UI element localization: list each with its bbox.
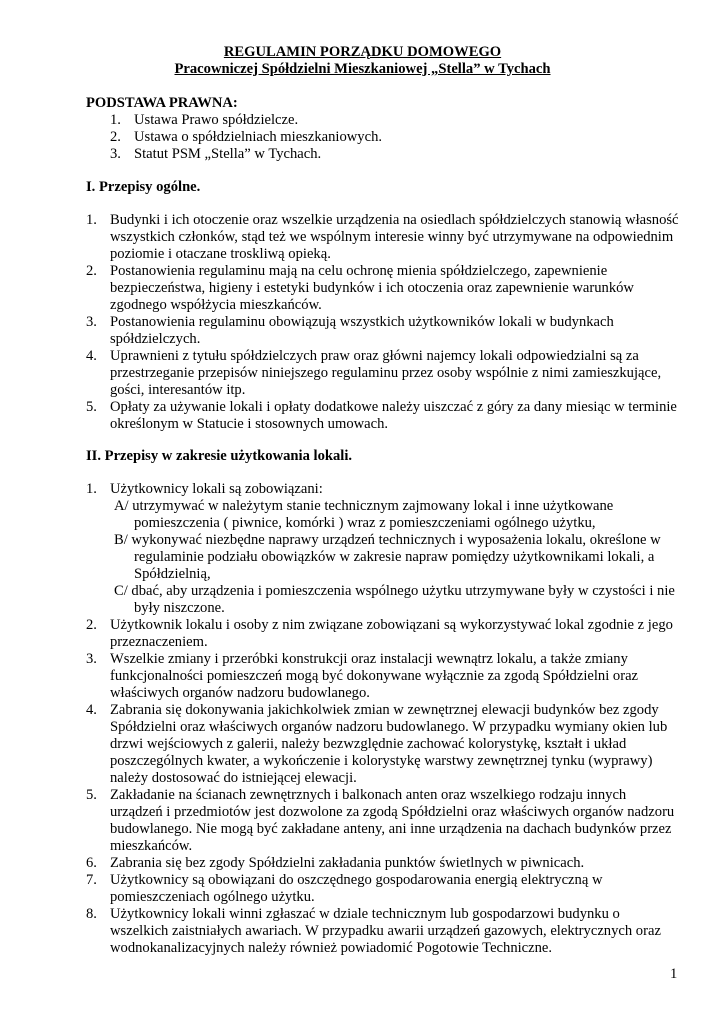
item-text: Użytkownicy są obowiązani do oszczędnego gospodarowania energią elektryczną w pomieszczeniach ogólnego użytku.: [110, 872, 603, 905]
list-item: [86, 399, 680, 433]
sub-item-a: A/ utrzymywać w należytym stanie technicznym zajmowany lokal i inne użytkowane pomieszczenia ( piwnice, komórki ) wraz z pomieszczeniami ogólnego użytku,: [114, 498, 614, 531]
list-item: [86, 906, 680, 957]
list-item: [86, 651, 680, 702]
list-item: [86, 212, 680, 263]
item-text: Statut PSM „Stella” w Tychach.: [134, 146, 322, 162]
document-title: REGULAMIN PORZĄDKU DOMOWEGO: [223, 44, 502, 60]
item-text: Budynki i ich otoczenie oraz wszelkie urządzenia na osiedlach spółdzielczych stanowią własność wszystkich członków, stąd też we wspólnym interesie winny być utrzymywane na odpowiednim poziomie i otaczane troskliwą opieką.: [110, 212, 679, 262]
list-item: [86, 702, 680, 787]
item-text: Ustawa o spółdzielniach mieszkaniowych.: [134, 129, 383, 145]
item-number: 6.: [86, 855, 97, 871]
item-text: Użytkownik lokalu i osoby z nim związane zobowiązani są wykorzystywać lokal zgodnie z jego przeznaczeniem.: [110, 617, 673, 650]
item-text: Użytkownicy lokali są zobowiązani:: [110, 481, 323, 497]
item-text: Użytkownicy lokali winni zgłaszać w dziale technicznym lub gospodarzowi budynku o wszelkich zaistniałych awariach. W przypadku awarii urządzeń gazowych, elektrycznych oraz wodnokanalizacyjnych należy również powiadomić Pogotowie Techniczne.: [110, 906, 661, 956]
list-item: [86, 348, 680, 399]
item-number: 3.: [86, 651, 97, 667]
item-text: Opłaty za używanie lokali i opłaty dodatkowe należy uiszczać z góry za dany miesiąc w terminie określonym w Statucie i stosownych umowach.: [110, 399, 677, 432]
item-number: 3.: [86, 314, 97, 330]
sub-item-b: B/ wykonywać niezbędne naprawy urządzeń technicznych i wyposażenia lokalu, określone w regulaminie podziału obowiązków w zakresie napraw pomiędzy użytkownikami lokali, a Spółdzielnią,: [114, 532, 661, 582]
list-item: [86, 263, 680, 314]
list-item: [86, 872, 680, 906]
item-text: Zabrania się bez zgody Spółdzielni zakładania punktów świetlnych w piwnicach.: [110, 855, 585, 871]
item-text: Wszelkie zmiany i przeróbki konstrukcji oraz instalacji wewnątrz lokalu, a także zmiany funkcjonalności pomieszczeń mogą być dokonywane wyłącznie za zgodą Spółdzielni oraz właściwych organów nadzoru budowlanego.: [110, 651, 639, 701]
item-number: 4.: [86, 702, 97, 718]
item-text: Ustawa Prawo spółdzielcze.: [134, 112, 299, 128]
section-1-list: [86, 212, 680, 433]
section-2-list: [86, 481, 680, 957]
item-number: 5.: [86, 399, 97, 415]
item-number: 1.: [86, 481, 97, 497]
item-number: 2.: [86, 263, 97, 279]
document-subtitle: Pracowniczej Spółdzielni Mieszkaniowej „Stella” w Tychach: [174, 61, 551, 77]
sub-item-c: C/ dbać, aby urządzenia i pomieszczenia wspólnego użytku utrzymywane były w czystości i nie były niszczone.: [114, 583, 675, 616]
legal-item: [110, 146, 670, 163]
item-number: 7.: [86, 872, 97, 888]
item-number: 8.: [86, 906, 97, 922]
item-text: Postanowienia regulaminu obowiązują wszystkich użytkowników lokali w budynkach spółdzielczych.: [110, 314, 614, 347]
legal-basis-heading: PODSTAWA PRAWNA:: [86, 95, 238, 111]
list-item: [86, 481, 680, 617]
item-text: Postanowienia regulaminu mają na celu ochronę mienia spółdzielczego, zapewnienie bezpieczeństwa, higieny i estetyki budynków i ich otoczenia oraz zapewnienie warunków zgodnego współżycia mieszkańców.: [110, 263, 634, 313]
item-number: 1.: [110, 112, 121, 128]
section-2-heading: II. Przepisy w zakresie użytkowania lokali.: [86, 448, 353, 464]
item-number: 3.: [110, 146, 121, 162]
legal-item: [110, 129, 670, 146]
legal-basis-list: [110, 112, 670, 163]
item-number: 4.: [86, 348, 97, 364]
item-text: Uprawnieni z tytułu spółdzielczych praw oraz główni najemcy lokali odpowiedzialni są za przestrzeganie przepisów niniejszego regulaminu przez osoby wspólnie z nimi zamieszkujące, gości, interesantów itp.: [110, 348, 662, 398]
list-item: [86, 855, 680, 872]
item-text: Zakładanie na ścianach zewnętrznych i balkonach anten oraz wszelkiego rodzaju innych urządzeń i przedmiotów jest dozwolone za zgodą Spółdzielni oraz właściwych organów nadzoru budowlanego. Nie mogą być zakładane anteny, ani inne urządzenia na dachach budynków przez mieszkańców.: [110, 787, 675, 854]
item-number: 2.: [86, 617, 97, 633]
item-number: 2.: [110, 129, 121, 145]
page-number: 1: [670, 966, 678, 982]
list-item: [86, 314, 680, 348]
legal-item: [110, 112, 670, 129]
section-1-heading: I. Przepisy ogólne.: [86, 179, 201, 195]
list-item: [86, 617, 680, 651]
item-text: Zabrania się dokonywania jakichkolwiek zmian w zewnętrznej elewacji budynków bez zgody Spółdzielni oraz właściwych organów nadzoru budowlanego. W przypadku wymiany okien lub drzwi wejściowych z galerii, należy bezwzględnie zachować kolorystykę, kształt i układ poszczególnych kwater, a wykończenie i kolorystykę warstwy zewnętrznej tynku (wyprawy) należy dostosować do istniejącej elewacji.: [110, 702, 668, 786]
item-number: 5.: [86, 787, 97, 803]
item-number: 1.: [86, 212, 97, 228]
list-item: [86, 787, 680, 855]
